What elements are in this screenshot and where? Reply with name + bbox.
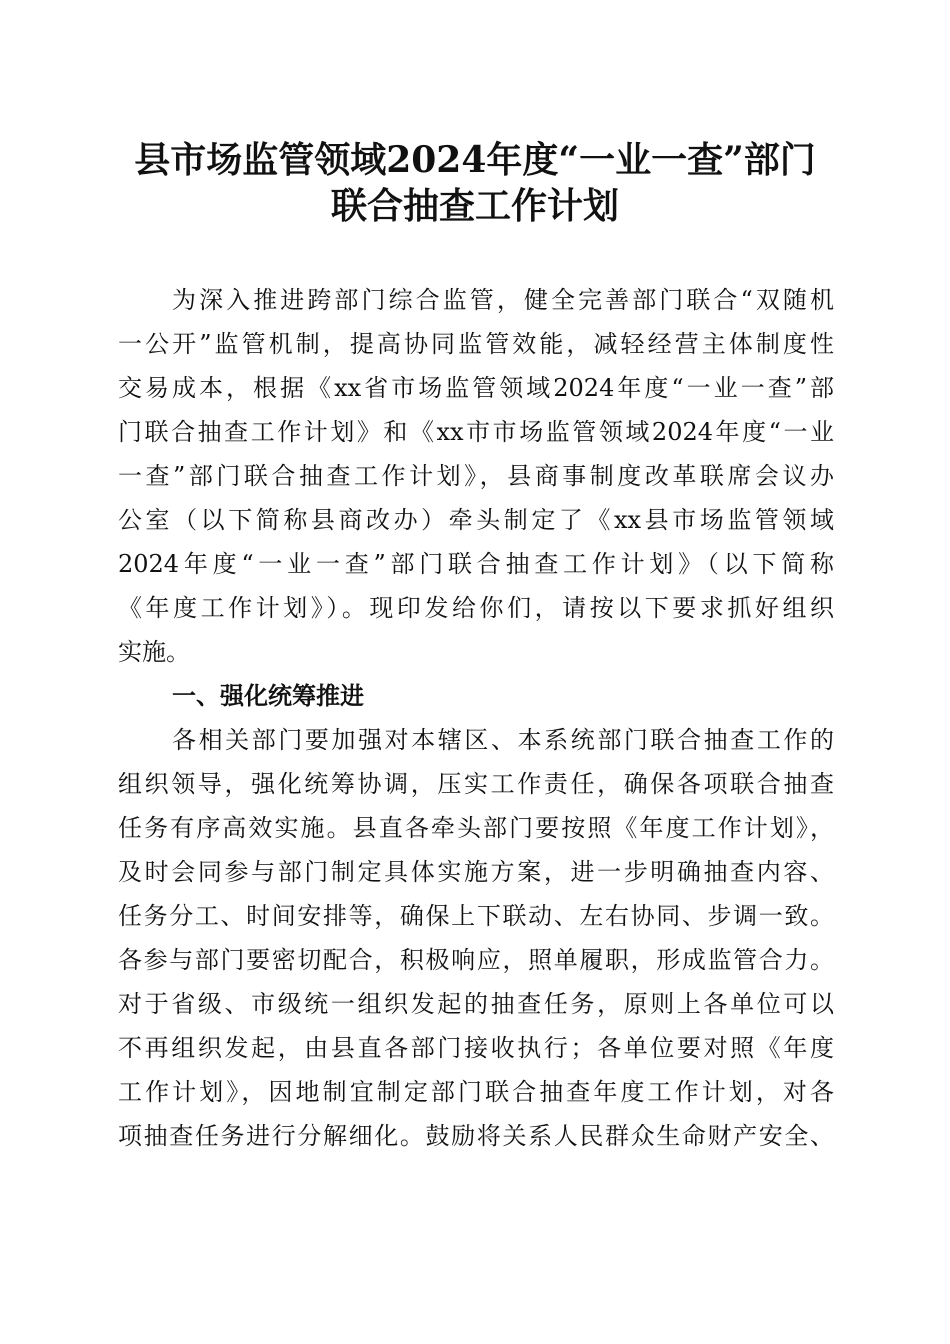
section-1-paragraph-line: 及时会同参与部门制定具体实施方案，进一步明确抽查内容、 [118, 858, 834, 886]
section-1-paragraph-line: 任务有序高效实施。县直各牵头部门要按照《年度工作计划》， [118, 814, 834, 842]
intro-paragraph-line: 2024年度“一业一查”部门联合抽查工作计划》（以下简称 [118, 550, 834, 578]
intro-paragraph-line: 《年度工作计划》）。现印发给你们，请按以下要求抓好组织 [118, 594, 834, 622]
section-1-paragraph-line: 工作计划》，因地制宜制定部门联合抽查年度工作计划，对各 [118, 1078, 834, 1106]
intro-paragraph-line: 公室（以下简称县商改办）牵头制定了《xx县市场监管领域 [118, 506, 834, 534]
section-1-paragraph-line: 项抽查任务进行分解细化。鼓励将关系人民群众生命财产安全、 [118, 1122, 834, 1150]
intro-paragraph-line: 为深入推进跨部门综合监管，健全完善部门联合“双随机 [172, 286, 834, 314]
section-1-paragraph-line: 各相关部门要加强对本辖区、本系统部门联合抽查工作的 [172, 726, 834, 754]
section-1-heading: 一、强化统筹推进 [172, 682, 364, 710]
intro-paragraph-line: 交易成本，根据《xx省市场监管领域2024年度“一业一查”部 [118, 374, 834, 402]
document-body [118, 278, 834, 1158]
section-1-paragraph-line: 不再组织发起，由县直各部门接收执行；各单位要对照《年度 [118, 1034, 834, 1062]
intro-paragraph-line: 实施。 [118, 638, 190, 666]
section-1-paragraph-line: 各参与部门要密切配合，积极响应，照单履职，形成监管合力。 [118, 946, 834, 974]
intro-paragraph-line: 一查”部门联合抽查工作计划》，县商事制度改革联席会议办 [118, 462, 834, 490]
section-1-paragraph-line: 任务分工、时间安排等，确保上下联动、左右协同、步调一致。 [118, 902, 834, 930]
document-title-line-1: 县市场监管领域2024年度“一业一查”部门 [134, 139, 816, 181]
intro-paragraph-line: 一公开”监管机制，提高协同监管效能，减轻经营主体制度性 [118, 330, 834, 358]
document-title-line-2: 联合抽查工作计划 [330, 185, 619, 227]
section-1-paragraph-line: 组织领导，强化统筹协调，压实工作责任，确保各项联合抽查 [118, 770, 834, 798]
intro-paragraph-line: 门联合抽查工作计划》和《xx市市场监管领域2024年度“一业 [118, 418, 834, 446]
section-1-paragraph-line: 对于省级、市级统一组织发起的抽查任务，原则上各单位可以 [118, 990, 834, 1018]
